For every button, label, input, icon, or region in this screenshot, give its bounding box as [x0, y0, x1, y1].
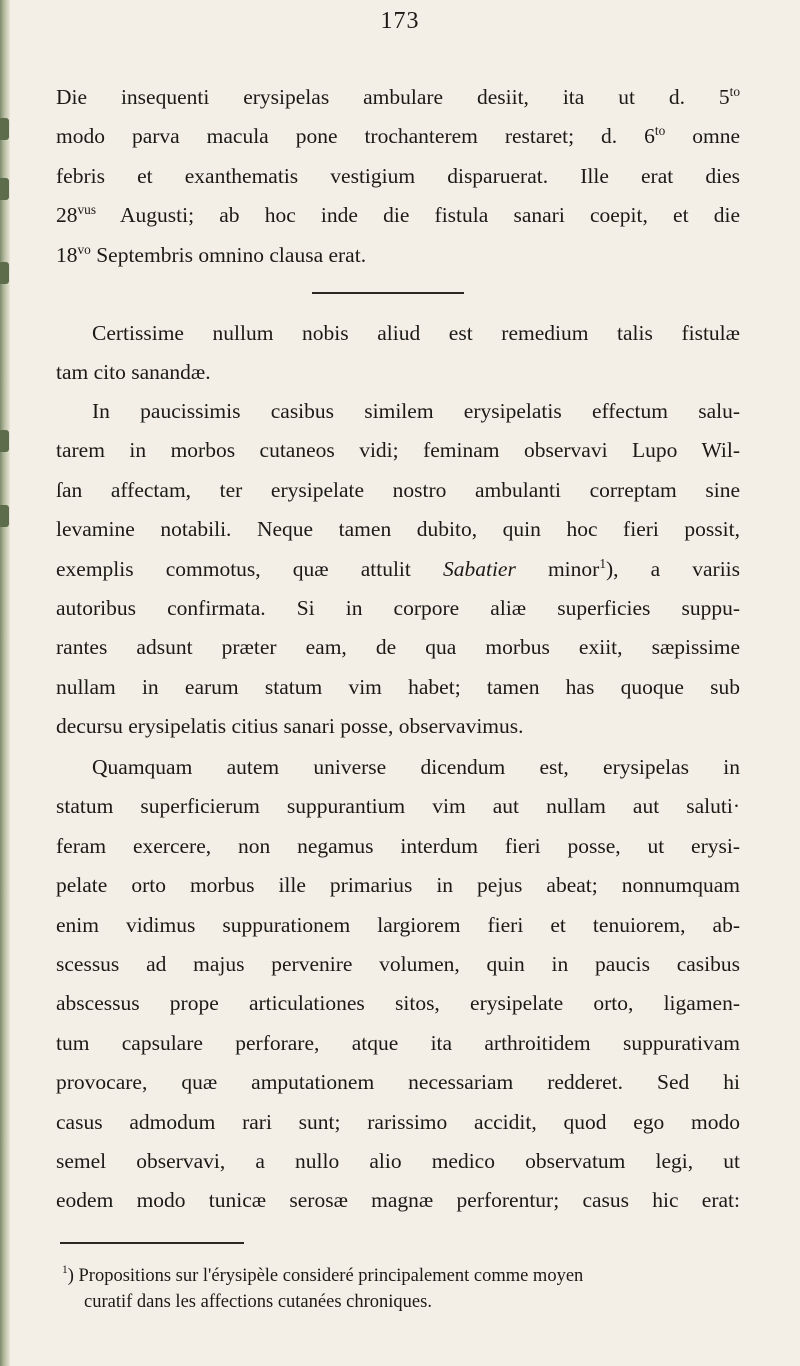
text-line: statum superficierum suppurantium vim aut nullam aut saluti·	[56, 794, 740, 819]
text-line: feram exercere, non negamus interdum fieri posse, ut erysi-	[56, 833, 740, 858]
text-line: pelate orto morbus ille primarius in pejus abeat; nonnumquam	[56, 873, 740, 898]
text-line: exemplis commotus, quæ attulit Sabatier minor$^1$), a variis	[56, 555, 741, 581]
text-line: nullam in earum statum vim habet; tamen has quoque sub	[56, 674, 740, 699]
page-number: 173	[380, 8, 420, 34]
text-line: Quamquam autem universe dicendum est, erysipelas in	[92, 755, 740, 779]
text-line: provocare, quæ amputationem necessariam redderet. Sed hi	[56, 1070, 740, 1095]
text-line: ſan affectam, ter erysipelate nostro ambulanti correptam sine	[56, 477, 740, 502]
paragraph-2	[56, 314, 740, 393]
text-line: tarem in morbos cutaneos vidi; feminam observavi Lupo Wil-	[56, 438, 740, 463]
spine-mark	[0, 262, 9, 284]
paragraph-3	[56, 392, 740, 747]
text-line: casus admodum rari sunt; rarissimo accidit, quod ego modo	[56, 1109, 740, 1134]
text-line: enim vidimus suppurationem largiorem fieri et tenuiorem, ab-	[56, 912, 740, 937]
book-spine-edge	[0, 0, 10, 1366]
spine-mark	[0, 178, 9, 200]
section-divider	[312, 292, 464, 294]
text-line: decursu erysipelatis citius sanari posse, observavimus.	[56, 714, 524, 739]
footnote-divider	[60, 1242, 244, 1244]
text-line: semel observavi, a nullo alio medico observatum legi, ut	[56, 1149, 740, 1174]
paragraph-1	[56, 78, 740, 275]
text-line: febris et exanthematis vestigium disparuerat. Ille erat dies	[56, 163, 740, 188]
text-line: tum capsulare perforare, atque ita arthroitidem suppurativam	[56, 1030, 740, 1055]
text-line: $18^{vo}$ Septembris omnino clausa erat.	[56, 241, 367, 267]
text-line: In paucissimis casibus similem erysipelatis effectum salu-	[92, 399, 740, 423]
text-line: abscessus prope articulationes sitos, erysipelate orto, ligamen-	[56, 991, 740, 1016]
footnote-marker: 1	[62, 1264, 68, 1276]
text-line: Die insequenti erysipelas ambulare desiit, ita ut d. $5^{to}$	[56, 84, 740, 109]
footnote-line: curatif dans les affections cutanées chroniques.	[84, 1292, 432, 1312]
text-line: $28^{vus}$ Augusti; ab hoc inde die fistula sanari coepit, et die	[56, 202, 740, 228]
text-line: levamine notabili. Neque tamen dubito, quin hoc fieri possit,	[56, 517, 740, 542]
spine-mark	[0, 430, 9, 452]
text-line: scessus ad majus pervenire volumen, quin in paucis casibus	[56, 952, 740, 977]
paragraph-4	[56, 748, 740, 1221]
text-line: autoribus confirmata. Si in corpore aliæ superficies suppu-	[56, 596, 740, 621]
author-name: Sabatier	[442, 556, 516, 581]
text-line: tam cito sanandæ.	[56, 360, 211, 385]
footnote-ref[interactable]: 1	[599, 555, 606, 571]
spine-mark	[0, 118, 9, 140]
text-line: Certissime nullum nobis aliud est remedium talis fistulæ	[92, 321, 740, 345]
spine-mark	[0, 505, 9, 527]
text-line: modo parva macula pone trochanterem restaret; d. $6^{to}$ omne	[56, 123, 740, 149]
text-line: rantes adsunt præter eam, de qua morbus exiit, sæpissime	[56, 635, 740, 660]
text-line: eodem modo tunicæ serosæ magnæ perforentur; casus hic erat:	[56, 1188, 740, 1213]
footnote	[62, 1263, 742, 1315]
footnote-line: $^1$) Propositions sur l'érysipèle consideré principalement comme moyen	[62, 1264, 584, 1286]
